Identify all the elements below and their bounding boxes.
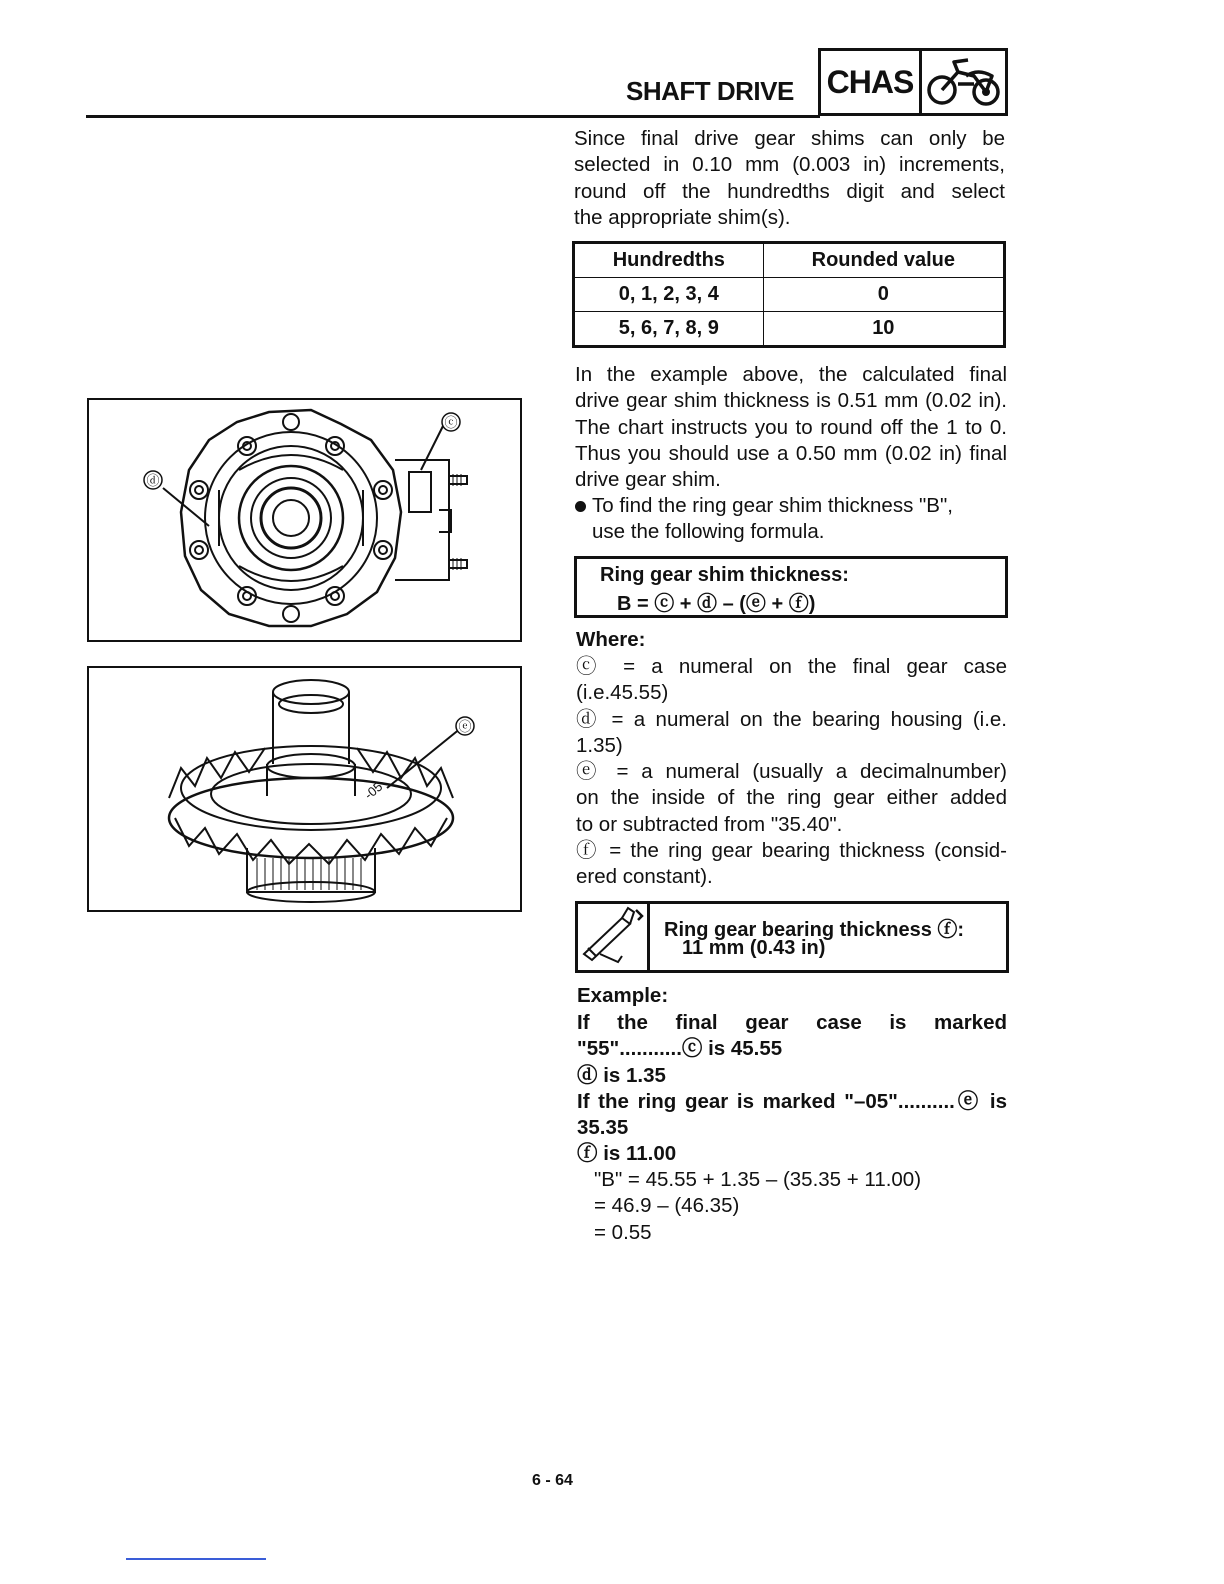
final-gear-case-drawing: [89, 400, 519, 639]
text-line: ⓕ = the ring gear bearing thickness (consid-: [576, 839, 1007, 863]
spec-value: 11 mm (0.43 in): [682, 937, 826, 959]
text-line: Thus you should use a 0.50 mm (0.02 in) final: [575, 441, 1007, 465]
text-line: 1.35): [576, 733, 623, 757]
text-line: ⓓ = a numeral on the bearing housing (i.e.: [576, 707, 1007, 731]
text-line: In the example above, the calculated final: [575, 363, 1007, 386]
text-line: round off the hundredths digit and select: [574, 179, 1005, 203]
example-paragraph: [575, 362, 1007, 493]
text-line: "55"...........ⓒ is 45.55: [577, 1037, 783, 1061]
where-definitions: [576, 654, 1007, 891]
example-heading: Example:: [577, 984, 669, 1007]
calc-line: "B" = 45.55 + 1.35 – (35.35 + 11.00): [594, 1168, 922, 1191]
chapter-badge: [818, 48, 1008, 116]
bullet-icon: [575, 501, 586, 512]
example-lines: [577, 1010, 1007, 1168]
text-line: ered constant).: [576, 865, 713, 889]
text-line: If the ring gear is marked "–05"..........ⓔ is: [577, 1089, 1007, 1113]
label-e: ⓔ: [458, 719, 472, 734]
text-line: the appropriate shim(s).: [574, 205, 791, 229]
where-heading: Where:: [576, 628, 646, 651]
text-line: ⓔ = a numeral (usually a decimalnumber): [576, 760, 1007, 784]
example-calculation: [594, 1167, 921, 1246]
text-line: If the final gear case is marked: [577, 1011, 1007, 1034]
motorcycle-icon: [922, 51, 1005, 113]
formula: B = ⓒ + ⓓ – (ⓔ + ⓕ): [617, 593, 816, 615]
table-header: Hundredths: [574, 243, 764, 278]
rounding-table: [572, 241, 1006, 348]
table-header-row: [574, 243, 1005, 278]
section-title: SHAFT DRIVE: [626, 76, 794, 106]
table-cell: 0, 1, 2, 3, 4: [574, 278, 764, 312]
text-line: ⓕ is 11.00: [577, 1142, 677, 1166]
calc-line: = 0.55: [594, 1220, 652, 1244]
text-line: The chart instructs you to round off the 1 to 0.: [575, 415, 1007, 439]
table-cell: 0: [763, 278, 1004, 312]
text-line: ⓒ = a numeral on the final gear case: [576, 655, 1007, 678]
table-header: Rounded value: [763, 243, 1004, 278]
formula-title: Ring gear shim thickness:: [600, 564, 849, 586]
footer-rule: [126, 1558, 266, 1560]
text-line: to or subtracted from "35.40".: [576, 812, 843, 836]
formula-box: [574, 556, 1008, 618]
text-line: Since final drive gear shims can only be: [574, 127, 1005, 150]
chapter-label: CHAS: [821, 51, 922, 113]
text-line: drive gear shim thickness is 0.51 mm (0.02 in).: [575, 389, 1007, 413]
ring-gear-drawing: [89, 668, 519, 909]
page-number: 6 - 64: [532, 1472, 573, 1489]
label-c: ⓒ: [444, 415, 458, 430]
text-line: ⓓ is 1.35: [577, 1063, 666, 1087]
intro-paragraph: [574, 126, 1005, 231]
calc-line: = 46.9 – (46.35): [594, 1194, 740, 1218]
label-d: ⓓ: [146, 473, 160, 488]
caliper-icon: [578, 904, 650, 970]
bullet-item: [575, 493, 1007, 546]
figure-final-gear-case: [87, 398, 522, 642]
bullet-text-cont: use the following formula.: [592, 520, 825, 544]
table-row: [574, 312, 1005, 347]
text-line: drive gear shim.: [575, 468, 721, 492]
figure-ring-gear: [87, 666, 522, 912]
text-line: (i.e.45.55): [576, 681, 669, 705]
spec-title: Ring gear bearing thickness ⓕ:: [664, 919, 965, 941]
header-rule: [86, 115, 820, 118]
bullet-text: To find the ring gear shim thickness "B",: [592, 494, 953, 517]
text-line: selected in 0.10 mm (0.003 in) increments,: [574, 153, 1005, 177]
table-cell: 5, 6, 7, 8, 9: [574, 312, 764, 347]
ring-gear-marking: -05: [361, 778, 386, 803]
spec-box: [575, 901, 1009, 973]
text-line: 35.35: [577, 1116, 629, 1140]
table-cell: 10: [763, 312, 1004, 347]
table-row: [574, 278, 1005, 312]
text-line: on the inside of the ring gear either added: [576, 786, 1007, 810]
